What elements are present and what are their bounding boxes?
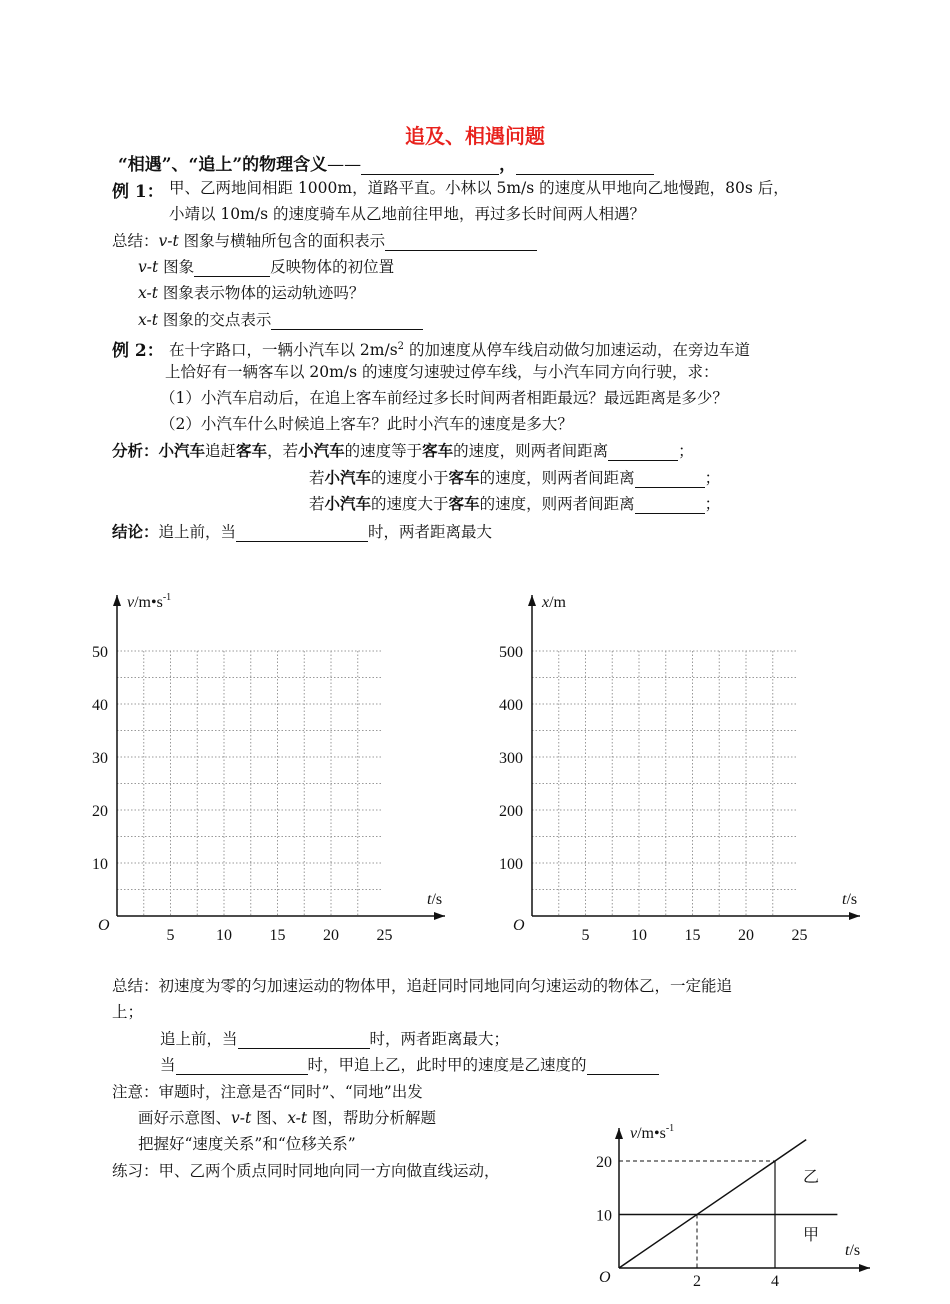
summary1-line4 — [138, 310, 423, 330]
example2-text1a: 在十字路口，一辆小汽车以 2m/s — [169, 341, 398, 360]
conclusion-text-a: 追上前，当 — [158, 523, 237, 541]
summary1-line3 — [138, 283, 364, 303]
x-axis-label: t/s — [845, 1242, 861, 1259]
semicolon: ； — [678, 442, 694, 460]
x-tick-label: 5 — [166, 927, 175, 944]
origin-label: O — [513, 917, 525, 934]
y-axis-arrow — [113, 595, 121, 606]
gt-term: 的速度大于 — [371, 495, 449, 513]
example1-label: 例 1： — [112, 182, 164, 202]
blank[interactable] — [194, 260, 270, 277]
vt-term: v-t — [158, 232, 179, 250]
y-tick-label: 10 — [596, 1207, 612, 1225]
analysis-label: 分析： — [112, 441, 159, 460]
x-tick-label: 5 — [581, 927, 590, 944]
x-axis-label: t/s — [427, 891, 443, 908]
origin-label: O — [98, 917, 110, 934]
vt-term: v-t — [138, 258, 159, 276]
example1-line1: 甲、乙两地间相距 1000m，道路平直。小林以 5m/s 的速度从甲地向乙地慢跑，80s 后， — [169, 179, 789, 197]
x-tick-label: 25 — [791, 927, 808, 944]
y-axis-label: $v/m•s^{-1}$ — [630, 1123, 675, 1142]
blank[interactable] — [385, 234, 537, 251]
chase-term: 追赶 — [205, 442, 237, 460]
meaning-text: “相遇”、“追上”的物理含义 — [118, 155, 328, 175]
summary2-line2: 上； — [112, 1003, 144, 1021]
xt-term: x-t — [138, 284, 158, 302]
meaning-line — [118, 150, 654, 175]
example2-sup: 2 — [397, 341, 405, 352]
if-term: ，若 — [267, 442, 299, 460]
note-line2 — [138, 1108, 436, 1128]
summary2-label: 总结： — [112, 977, 159, 995]
summary1-text2a: 图象 — [158, 258, 195, 276]
xt-grid-chart — [495, 585, 875, 950]
practice-label: 练习： — [112, 1162, 159, 1180]
note-text2c: 图，帮助分析解题 — [307, 1109, 437, 1127]
conclusion-label: 结论： — [112, 522, 159, 541]
analysis-line2 — [309, 468, 720, 488]
practice-line — [112, 1161, 500, 1181]
example2-text1b: 的加速度从停车线启动做匀加速运动，在旁边车道 — [404, 341, 750, 360]
y-tick-label: 30 — [92, 750, 108, 767]
origin-label: O — [599, 1269, 611, 1286]
note-line3: 把握好“速度关系”和“位移关系” — [138, 1135, 356, 1153]
vt-term: v-t — [231, 1109, 252, 1127]
x-tick-label: 4 — [771, 1273, 779, 1290]
y-axis-arrow — [528, 595, 536, 606]
semicolon: ； — [704, 469, 721, 487]
summary2-line3 — [160, 1029, 509, 1049]
note-label: 注意： — [112, 1083, 159, 1101]
car-term: 小汽车 — [298, 441, 345, 460]
blank[interactable] — [238, 1032, 370, 1049]
summary1-line2 — [138, 257, 394, 277]
note-text1: 审题时，注意是否“同时”、“同地”出发 — [158, 1083, 423, 1101]
summary1-line1 — [112, 231, 537, 251]
meaning-dash: —— — [327, 155, 362, 175]
x-tick-label: 25 — [376, 927, 393, 944]
xt-term: x-t — [138, 311, 158, 329]
x-tick-label: 10 — [216, 927, 232, 944]
y-tick-label: 100 — [499, 856, 523, 873]
blank[interactable] — [236, 525, 368, 542]
x-axis-arrow — [434, 912, 445, 920]
x-tick-label: 20 — [323, 927, 339, 944]
y-tick-label: 10 — [92, 856, 108, 873]
series-line-乙 — [619, 1140, 806, 1268]
analysis-line1 — [112, 441, 694, 461]
vt-grid-chart — [80, 585, 460, 950]
summary2-text4a: 当 — [160, 1056, 176, 1074]
summary2-text4b: 时，甲追上乙，此时甲的速度是乙速度的 — [307, 1056, 587, 1074]
summary2-text3a: 追上前，当 — [160, 1030, 238, 1048]
x-tick-label: 15 — [269, 927, 286, 944]
blank[interactable] — [361, 158, 499, 175]
summary1-label: 总结： — [112, 232, 159, 250]
y-tick-label: 500 — [499, 644, 523, 661]
x-tick-label: 10 — [631, 927, 647, 944]
tail-term: 的速度，则两者间距离 — [479, 495, 635, 513]
y-tick-label: 400 — [499, 697, 523, 714]
note-text2b: 图、 — [251, 1109, 288, 1127]
semicolon: ； — [704, 495, 721, 513]
note-text2a: 画好示意图、 — [138, 1109, 232, 1127]
summary2-text1: 初速度为零的匀加速运动的物体甲，追赶同时同地同向匀速运动的物体乙，一定能追 — [158, 977, 733, 995]
note-line1 — [112, 1082, 423, 1102]
meaning-comma: ， — [499, 155, 517, 175]
if-term: 若 — [309, 495, 325, 513]
if-term: 若 — [309, 469, 325, 487]
y-tick-label: 200 — [499, 803, 523, 820]
y-axis-label: x/m — [542, 594, 566, 611]
x-tick-label: 15 — [684, 927, 701, 944]
example2-q2: （2）小汽车什么时候追上客车？此时小汽车的速度是多大？ — [160, 415, 573, 433]
y-axis-arrow — [615, 1128, 623, 1139]
blank[interactable] — [516, 158, 654, 175]
example2-label: 例 2： — [112, 341, 164, 361]
y-tick-label: 40 — [92, 697, 108, 714]
blank[interactable] — [608, 444, 678, 461]
x-tick-label: 20 — [738, 927, 754, 944]
blank[interactable] — [271, 313, 423, 330]
tail-term: 的速度，则两者间距离 — [453, 442, 609, 460]
page-title: 追及、相遇问题 — [405, 124, 545, 148]
summary2-line1 — [112, 976, 732, 996]
y-tick-label: 20 — [596, 1154, 612, 1171]
y-tick-label: 50 — [92, 644, 108, 661]
conclusion-text-b: 时，两者距离最大 — [368, 523, 493, 541]
series-label-yi: 乙 — [803, 1169, 820, 1186]
example1-line2: 小靖以 10m/s 的速度骑车从乙地前往甲地，再过多长时间两人相遇？ — [169, 205, 645, 223]
y-tick-label: 300 — [499, 750, 523, 767]
x-axis-label: t/s — [842, 891, 858, 908]
conclusion-line — [112, 522, 492, 542]
x-tick-label: 2 — [693, 1273, 701, 1290]
summary1-text2b: 反映物体的初位置 — [270, 258, 395, 276]
lt-term: 的速度小于 — [371, 469, 449, 487]
example2-line2: 上恰好有一辆客车以 20m/s 的速度匀速驶过停车线，与小汽车同方向行驶，求： — [165, 363, 719, 381]
practice-text: 甲、乙两个质点同时同地向同一方向做直线运动， — [158, 1162, 500, 1180]
car-term: 小汽车 — [324, 494, 372, 513]
tail-term: 的速度，则两者间距离 — [479, 469, 635, 487]
summary2-text3b: 时，两者距离最大； — [369, 1030, 510, 1048]
bus-term: 客车 — [236, 441, 268, 460]
xt-term: x-t — [287, 1109, 308, 1127]
eq-term: 的速度等于 — [344, 442, 423, 460]
bus-term: 客车 — [448, 468, 480, 487]
series-label-jia: 甲 — [803, 1227, 820, 1244]
x-axis-arrow — [849, 912, 860, 920]
y-axis-label: $v/m•s^{-1}$ — [127, 592, 172, 611]
summary1-text3: 图象表示物体的运动轨迹吗？ — [157, 284, 365, 302]
summary2-line4 — [160, 1055, 659, 1075]
bus-term: 客车 — [422, 441, 454, 460]
summary1-text4: 图象的交点表示 — [157, 311, 272, 329]
car-term: 小汽车 — [324, 468, 372, 487]
car-term: 小汽车 — [158, 441, 206, 460]
example2-line1 — [169, 337, 750, 360]
practice-vt-chart — [588, 1118, 888, 1298]
example2-q1: （1）小汽车启动后，在追上客车前经过多长时间两者相距最远？最远距离是多少？ — [160, 389, 728, 407]
summary1-text1: 图象与横轴所包含的面积表示 — [178, 232, 386, 250]
blank[interactable] — [635, 471, 705, 488]
analysis-line3 — [309, 494, 720, 514]
x-axis-arrow — [859, 1264, 870, 1272]
blank[interactable] — [587, 1058, 659, 1075]
blank[interactable] — [176, 1058, 308, 1075]
y-tick-label: 20 — [92, 803, 108, 820]
blank[interactable] — [635, 497, 705, 514]
bus-term: 客车 — [448, 494, 480, 513]
